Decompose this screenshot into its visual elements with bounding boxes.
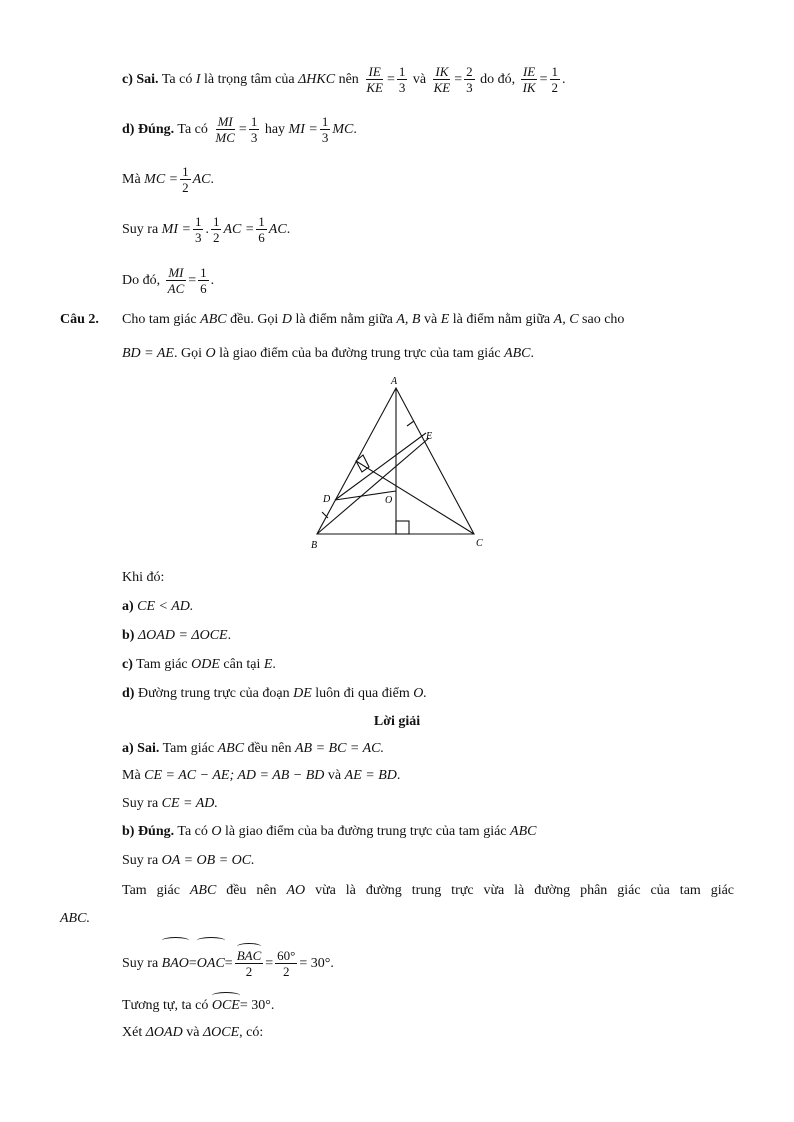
- right-angle-mark-bottom: [396, 521, 409, 534]
- option-d: d) Đường trung trực của đoạn DE luôn đi qua điểm O.: [122, 686, 427, 701]
- label-c: C: [476, 538, 483, 549]
- triangle-figure: [304, 372, 504, 552]
- fraction: $\frac{\text{BAC}}{2}$: [236, 948, 262, 980]
- question-line-1: Cho tam giác ABC đều. Gọi D là điểm nằm giữa A, B và E là điểm nằm giữa A, C sao cho: [122, 312, 625, 327]
- do-do-line: Do đó, $\frac{MI}{AC}$ = $\frac{1}{6}$ .: [122, 265, 215, 297]
- solution-b-paragraph: Tam giác ABC đều nên AO vừa là đường trung trực vừa là đường phân giác của tam giác: [122, 883, 735, 898]
- solution-a-line-3: Suy ra CE = AD.: [122, 796, 218, 811]
- fraction: $\frac{IE}{IK}$: [522, 64, 536, 96]
- part-c-previous: c) Sai. Ta có I là trọng tâm của ΔHKC nên $\frac{IE}{KE}$ = $\frac{1}{3}$ và $\frac{IK}{KE}$ = $\frac{2}{3}$ do đó, $\frac{IE}{IK}$ = $\frac{1}{2}$ .: [122, 64, 566, 96]
- fraction: $\frac{1}{2}$: [551, 64, 558, 96]
- tick-mark-ae: [407, 421, 414, 426]
- khi-do: Khi đó:: [122, 570, 165, 585]
- fraction: $\frac{60^\circ}{2}$: [277, 948, 296, 980]
- segment-de: [335, 433, 426, 500]
- xet-line: Xét ΔOAD và ΔOCE, có:: [122, 1025, 264, 1040]
- solution-a-line-1: a) Sai. Tam giác ABC đều nên AB = BC = AC.: [122, 741, 385, 756]
- solution-b-paragraph-end: ABC.: [60, 911, 90, 926]
- solution-b-line-1: b) Đúng. Ta có O là giao điểm của ba đường trung trực của tam giác ABC: [122, 824, 537, 839]
- question-line-2: BD = AE. Gọi O là giao điểm của ba đường trung trực của tam giác ABC.: [122, 346, 535, 361]
- solution-b-line-2: Suy ra OA = OB = OC.: [122, 853, 255, 868]
- line-b-to-ac: [317, 438, 429, 534]
- part-d-previous: d) Đúng. Ta có $\frac{MI}{MC}$ = $\frac{1}{3}$ hay MI = $\frac{1}{3}$ MC.: [122, 114, 357, 146]
- question-label: Câu 2.: [60, 312, 99, 327]
- solution-a-line-2: Mà CE = AC − AE; AD = AB − BD và AE = BD.: [122, 768, 401, 783]
- option-c: c) Tam giác ODE cân tại E.: [122, 657, 276, 672]
- label-d: D: [323, 494, 331, 505]
- fraction: $\frac{IK}{KE}$: [433, 64, 451, 96]
- fraction: $\frac{MI}{AC}$: [167, 265, 185, 297]
- fraction: $\frac{1}{3}$: [321, 114, 329, 146]
- option-a: a) CE < AD.: [122, 599, 194, 614]
- angle-equation: Suy ra BAO=OAC= $\frac{\text{BAC}}{2}$ = $\frac{60^\circ}{2}$ = 30°.: [122, 942, 334, 986]
- fraction: $\frac{1}{3}$: [250, 114, 258, 146]
- fraction: $\frac{2}{3}$: [466, 64, 473, 96]
- solution-heading: Lời giải: [373, 714, 421, 729]
- fraction: $\frac{1}{6}$: [258, 214, 265, 246]
- fraction: $\frac{MI}{MC}$: [215, 114, 235, 146]
- label-o: O: [385, 495, 393, 506]
- ma-line: Mà MC = $\frac{1}{2}$ AC.: [122, 164, 215, 196]
- fraction: $\frac{1}{6}$: [200, 265, 207, 297]
- label-b: B: [311, 540, 318, 551]
- suy-ra-line: Suy ra MI = $\frac{1}{3}$ . $\frac{1}{2}$ AC = $\frac{1}{6}$ AC.: [122, 214, 291, 246]
- fraction: $\frac{1}{3}$: [398, 64, 406, 96]
- label-e: E: [426, 431, 433, 442]
- fraction: $\frac{1}{2}$: [212, 214, 220, 246]
- option-b: b) ΔOAD = ΔOCE.: [122, 628, 232, 643]
- fraction: $\frac{1}{3}$: [194, 214, 202, 246]
- label-a: A: [391, 376, 398, 387]
- tuong-tu-line: Tương tự, ta có OCE= 30°.: [122, 998, 275, 1013]
- fraction: $\frac{IE}{KE}$: [366, 64, 383, 96]
- fraction: $\frac{1}{2}$: [182, 164, 189, 196]
